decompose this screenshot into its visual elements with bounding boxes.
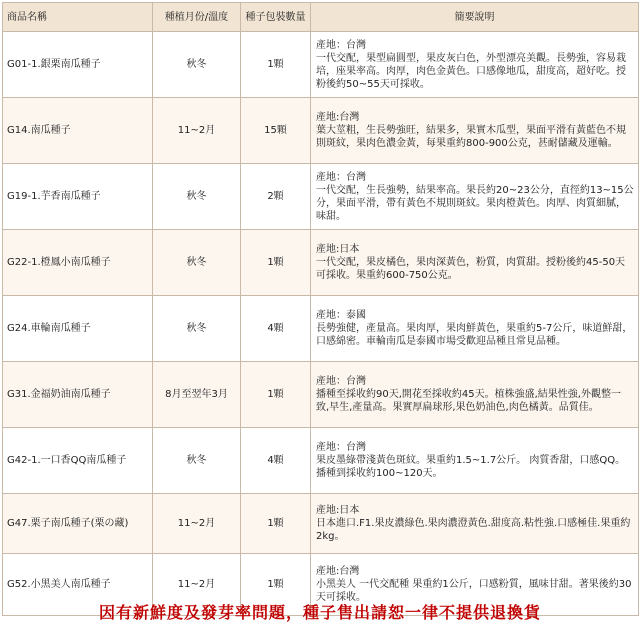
- seed-quantity-cell: 1顆: [241, 362, 311, 428]
- planting-season-cell: 11~2月: [153, 494, 241, 554]
- table-row: [3, 164, 639, 230]
- description-cell: 產地:台灣 小黑美人 一代交配種 果重約1公斤，口感粉質，風味甘甜。著果後約30天可採收。: [311, 554, 639, 616]
- description-cell: 產地:日本 日本進口.F1.果皮濃綠色.果肉濃澄黃色.甜度高.粘性強.口感極佳.果重約2kg。: [311, 494, 639, 554]
- description-cell: 產地：台灣 果皮墨綠帶淺黃色斑紋。果重約1.5~1.7公斤。 肉質香甜，口感QQ。播種到採收約100~120天。: [311, 428, 639, 494]
- description-cell: 產地：台灣 播種至採收約90天,開花至採收約45天。植株強盛,結果性強,外觀整一致,早生,產量高。果實厚扁球形,果色奶油色,肉色橘黃。品質佳。: [311, 362, 639, 428]
- product-name-cell: G52.小黑美人南瓜種子: [3, 554, 153, 616]
- table-row: [3, 230, 639, 296]
- product-name-cell: G19-1.芋香南瓜種子: [3, 164, 153, 230]
- seed-quantity-cell: 15顆: [241, 98, 311, 164]
- product-name-cell: G14.南瓜種子: [3, 98, 153, 164]
- header-seed-quantity: 種子包裝數量: [241, 3, 311, 32]
- seed-quantity-cell: 1顆: [241, 230, 311, 296]
- planting-season-cell: 秋冬: [153, 296, 241, 362]
- description-cell: 產地：台灣 一代交配，果型扁圓型，果皮灰白色，外型漂亮美觀。長勢強，容易栽培，座果率高。肉厚，肉色金黃色。口感像地瓜，甜度高，超好吃。授粉後約50~55天可採收。: [311, 32, 639, 98]
- product-name-cell: G47.栗子南瓜種子(栗の藏): [3, 494, 153, 554]
- product-name-cell: G22-1.橙鳳小南瓜種子: [3, 230, 153, 296]
- description-cell: 產地:日本 一代交配，果皮橘色，果肉深黃色，粉質，肉質甜。授粉後約45-50天可採收。果重約600-750公克。: [311, 230, 639, 296]
- product-name-cell: G01-1.銀栗南瓜種子: [3, 32, 153, 98]
- header-product-name: 商品名稱: [3, 3, 153, 32]
- planting-season-cell: 秋冬: [153, 32, 241, 98]
- planting-season-cell: 秋冬: [153, 428, 241, 494]
- header-planting-season: 種植月份/溫度: [153, 3, 241, 32]
- product-name-cell: G24.車輪南瓜種子: [3, 296, 153, 362]
- seed-product-table: [2, 2, 639, 616]
- table-row: [3, 428, 639, 494]
- seed-quantity-cell: 1顆: [241, 494, 311, 554]
- planting-season-cell: 8月至翌年3月: [153, 362, 241, 428]
- table-row: [3, 494, 639, 554]
- seed-quantity-cell: 4顆: [241, 428, 311, 494]
- seed-quantity-cell: 1顆: [241, 554, 311, 616]
- product-name-cell: G42-1.一口香QQ南瓜種子: [3, 428, 153, 494]
- seed-quantity-cell: 2顆: [241, 164, 311, 230]
- table-row: [3, 98, 639, 164]
- planting-season-cell: 秋冬: [153, 230, 241, 296]
- header-description: 簡要說明: [311, 3, 639, 32]
- table-row: [3, 362, 639, 428]
- seed-quantity-cell: 4顆: [241, 296, 311, 362]
- table-header-row: [3, 3, 639, 32]
- description-cell: 產地:台灣 葉大莖粗，生長勢強旺，結果多，果實木瓜型，果面平滑有黃藍色不規則斑紋，果肉色濃金黃，每果重約800-900公克，甚耐儲藏及運輸。: [311, 98, 639, 164]
- description-cell: 產地：泰國 長勢強健，產量高。果肉厚，果肉鮮黃色，果重約5-7公斤，味道鮮甜，口感綿密。車輪南瓜是泰國市場受歡迎品種且常見品種。: [311, 296, 639, 362]
- product-name-cell: G31.金福奶油南瓜種子: [3, 362, 153, 428]
- table-body: [3, 32, 639, 616]
- table-row: [3, 296, 639, 362]
- planting-season-cell: 11~2月: [153, 98, 241, 164]
- planting-season-cell: 秋冬: [153, 164, 241, 230]
- seed-quantity-cell: 1顆: [241, 32, 311, 98]
- return-policy-notice: 因有新鮮度及發芽率問題，種子售出請恕一律不提供退換貨: [98, 603, 541, 622]
- description-cell: 產地：台灣 一代交配，生長強勢，結果率高。果長約20~23公分，直徑約13~15公分，果面平滑，帶有黃色不規則斑紋。果肉橙黃色。肉厚、肉質細膩，味甜。: [311, 164, 639, 230]
- table-row: [3, 32, 639, 98]
- planting-season-cell: 11~2月: [153, 554, 241, 616]
